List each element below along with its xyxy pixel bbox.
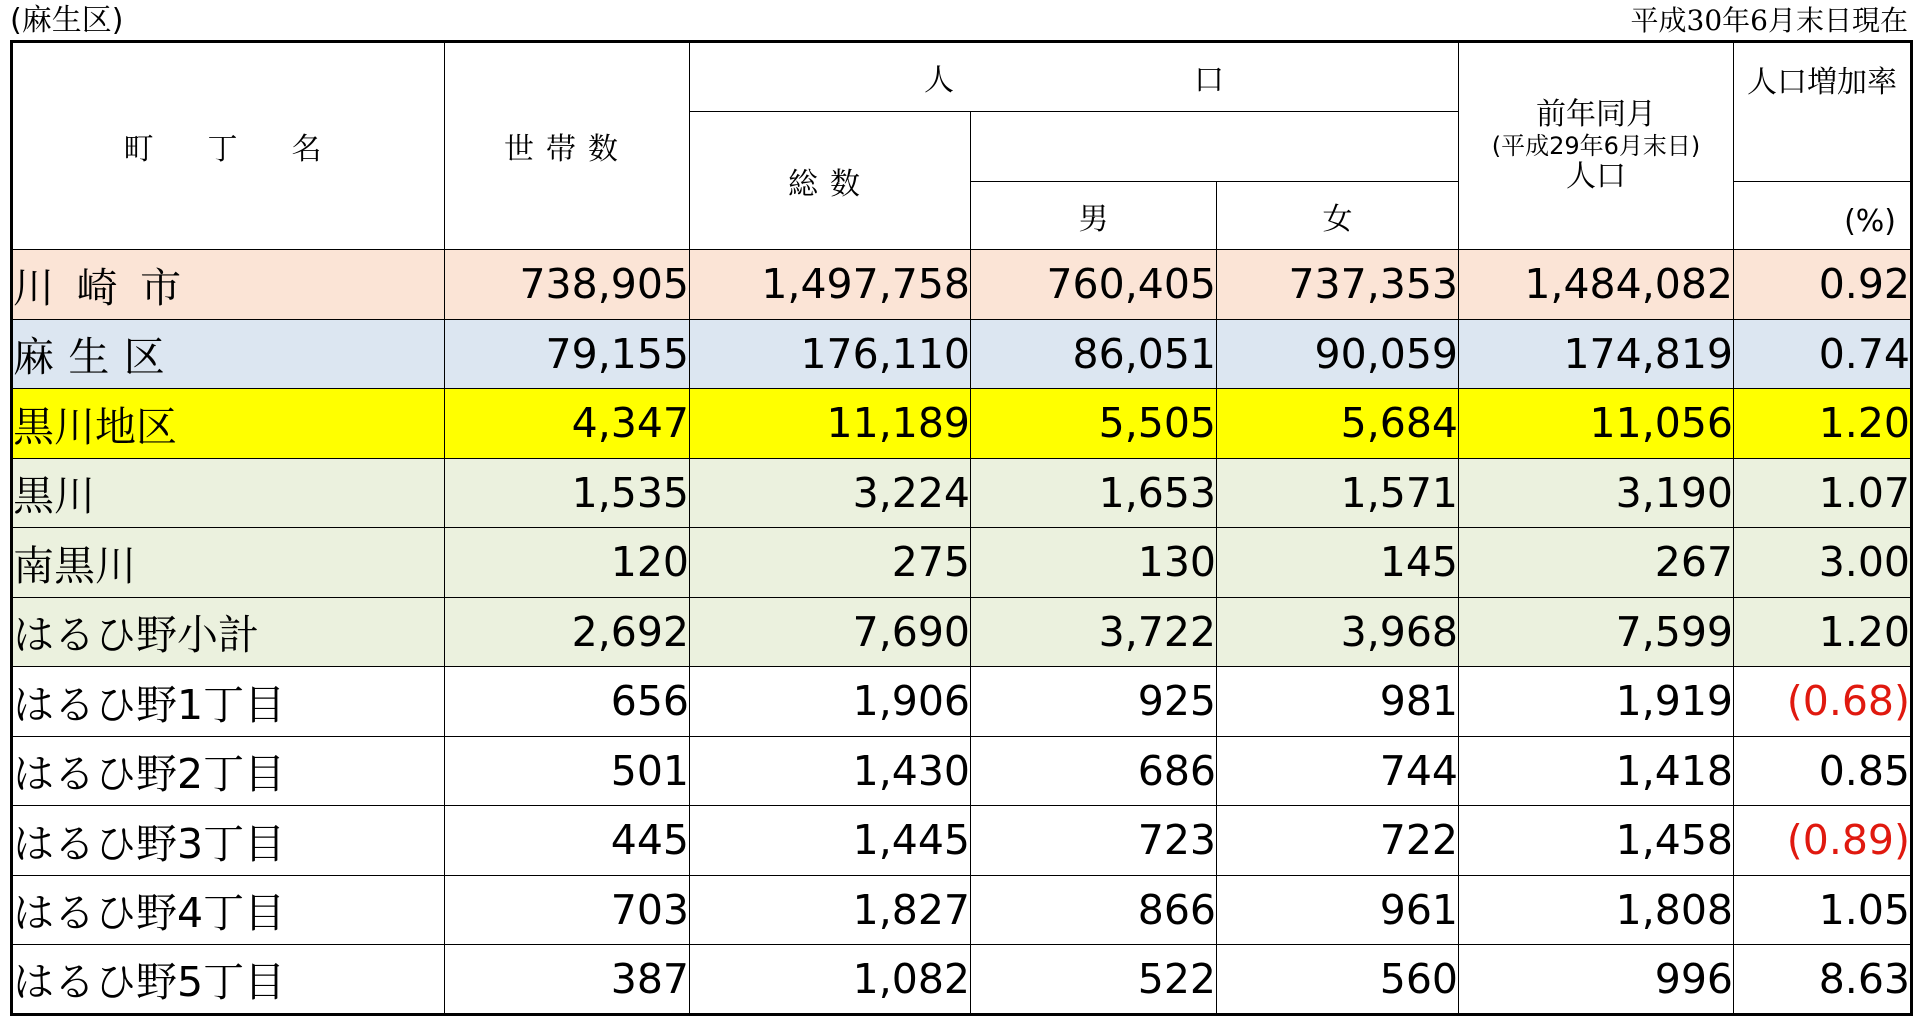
population-total-cell: 1,430 (690, 736, 971, 806)
households-cell: 738,905 (445, 250, 690, 320)
table-row (12, 250, 1912, 320)
population-male-cell: 3,722 (971, 597, 1217, 667)
population-female-cell: 3,968 (1217, 597, 1459, 667)
col-header-rate-unit: (%) (1734, 182, 1912, 250)
prev-year-population-cell: 7,599 (1459, 597, 1734, 667)
row-name-cell: はるひ野3丁目 (12, 806, 445, 876)
population-male-cell: 760,405 (971, 250, 1217, 320)
population-female-cell: 737,353 (1217, 250, 1459, 320)
growth-rate-cell: 1.05 (1734, 875, 1912, 945)
col-header-total: 総数 (690, 112, 971, 250)
population-total-cell: 7,690 (690, 597, 971, 667)
as-of-date: 平成30年6月末日現在 (1630, 4, 1908, 37)
row-name-cell: 麻生区 (12, 319, 445, 389)
households-cell: 4,347 (445, 389, 690, 459)
table-row (12, 806, 1912, 876)
prev-year-population-cell: 1,484,082 (1459, 250, 1734, 320)
table-body (12, 250, 1912, 1015)
population-total-cell: 176,110 (690, 319, 971, 389)
table-row (12, 667, 1912, 737)
households-cell: 2,692 (445, 597, 690, 667)
population-total-cell: 11,189 (690, 389, 971, 459)
households-cell: 656 (445, 667, 690, 737)
population-total-cell: 1,497,758 (690, 250, 971, 320)
table-row (12, 736, 1912, 806)
row-name-cell: はるひ野2丁目 (12, 736, 445, 806)
population-male-cell: 686 (971, 736, 1217, 806)
table-row (12, 389, 1912, 459)
households-cell: 79,155 (445, 319, 690, 389)
population-total-cell: 1,827 (690, 875, 971, 945)
population-total-cell: 1,906 (690, 667, 971, 737)
table-row (12, 319, 1912, 389)
row-name-cell: はるひ野4丁目 (12, 875, 445, 945)
population-female-cell: 90,059 (1217, 319, 1459, 389)
col-header-name: 町 丁 名 (12, 42, 445, 250)
header-spacer (971, 112, 1459, 182)
population-male-cell: 723 (971, 806, 1217, 876)
population-total-cell: 3,224 (690, 458, 971, 528)
growth-rate-cell: 1.07 (1734, 458, 1912, 528)
prev-year-population-cell: 1,919 (1459, 667, 1734, 737)
row-name-cell: はるひ野5丁目 (12, 945, 445, 1015)
households-cell: 1,535 (445, 458, 690, 528)
population-female-cell: 722 (1217, 806, 1459, 876)
population-female-cell: 744 (1217, 736, 1459, 806)
population-male-cell: 866 (971, 875, 1217, 945)
growth-rate-cell: 0.85 (1734, 736, 1912, 806)
population-total-cell: 1,082 (690, 945, 971, 1015)
ward-caption: (麻生区) (10, 3, 124, 38)
population-female-cell: 145 (1217, 528, 1459, 598)
population-female-cell: 5,684 (1217, 389, 1459, 459)
population-female-cell: 961 (1217, 875, 1459, 945)
table-row (12, 945, 1912, 1015)
table-header (12, 42, 1912, 250)
col-header-rate: 人口増加率 (1734, 42, 1912, 182)
population-table (10, 40, 1913, 1016)
prev-year-population-cell: 174,819 (1459, 319, 1734, 389)
row-name-cell: 川崎市 (12, 250, 445, 320)
table-row (12, 528, 1912, 598)
population-female-cell: 981 (1217, 667, 1459, 737)
col-header-households: 世帯数 (445, 42, 690, 250)
prev-year-population-cell: 1,418 (1459, 736, 1734, 806)
population-female-cell: 560 (1217, 945, 1459, 1015)
table-row (12, 458, 1912, 528)
population-female-cell: 1,571 (1217, 458, 1459, 528)
growth-rate-cell: 8.63 (1734, 945, 1912, 1015)
growth-rate-cell: 0.92 (1734, 250, 1912, 320)
growth-rate-cell: 1.20 (1734, 597, 1912, 667)
households-cell: 703 (445, 875, 690, 945)
prev-year-population-cell: 3,190 (1459, 458, 1734, 528)
population-male-cell: 130 (971, 528, 1217, 598)
col-header-female: 女 (1217, 182, 1459, 250)
households-cell: 387 (445, 945, 690, 1015)
population-male-cell: 5,505 (971, 389, 1217, 459)
table-row (12, 597, 1912, 667)
growth-rate-cell: 0.74 (1734, 319, 1912, 389)
growth-rate-cell: (0.68) (1734, 667, 1912, 737)
population-total-cell: 275 (690, 528, 971, 598)
prev-year-population-cell: 996 (1459, 945, 1734, 1015)
growth-rate-cell: (0.89) (1734, 806, 1912, 876)
population-total-cell: 1,445 (690, 806, 971, 876)
col-header-male: 男 (971, 182, 1217, 250)
growth-rate-cell: 3.00 (1734, 528, 1912, 598)
prev-year-population-cell: 11,056 (1459, 389, 1734, 459)
table-row (12, 875, 1912, 945)
growth-rate-cell: 1.20 (1734, 389, 1912, 459)
col-header-population: 人 口 (690, 42, 1459, 112)
row-name-cell: はるひ野1丁目 (12, 667, 445, 737)
population-male-cell: 522 (971, 945, 1217, 1015)
row-name-cell: 黒川 (12, 458, 445, 528)
population-male-cell: 86,051 (971, 319, 1217, 389)
households-cell: 120 (445, 528, 690, 598)
row-name-cell: 黒川地区 (12, 389, 445, 459)
row-name-cell: 南黒川 (12, 528, 445, 598)
prev-year-population-cell: 267 (1459, 528, 1734, 598)
prev-year-population-cell: 1,458 (1459, 806, 1734, 876)
prev-year-population-cell: 1,808 (1459, 875, 1734, 945)
population-male-cell: 1,653 (971, 458, 1217, 528)
col-header-prev-year: 前年同月 (平成29年6月末日) 人口 (1459, 42, 1734, 250)
households-cell: 445 (445, 806, 690, 876)
households-cell: 501 (445, 736, 690, 806)
population-male-cell: 925 (971, 667, 1217, 737)
row-name-cell: はるひ野小計 (12, 597, 445, 667)
